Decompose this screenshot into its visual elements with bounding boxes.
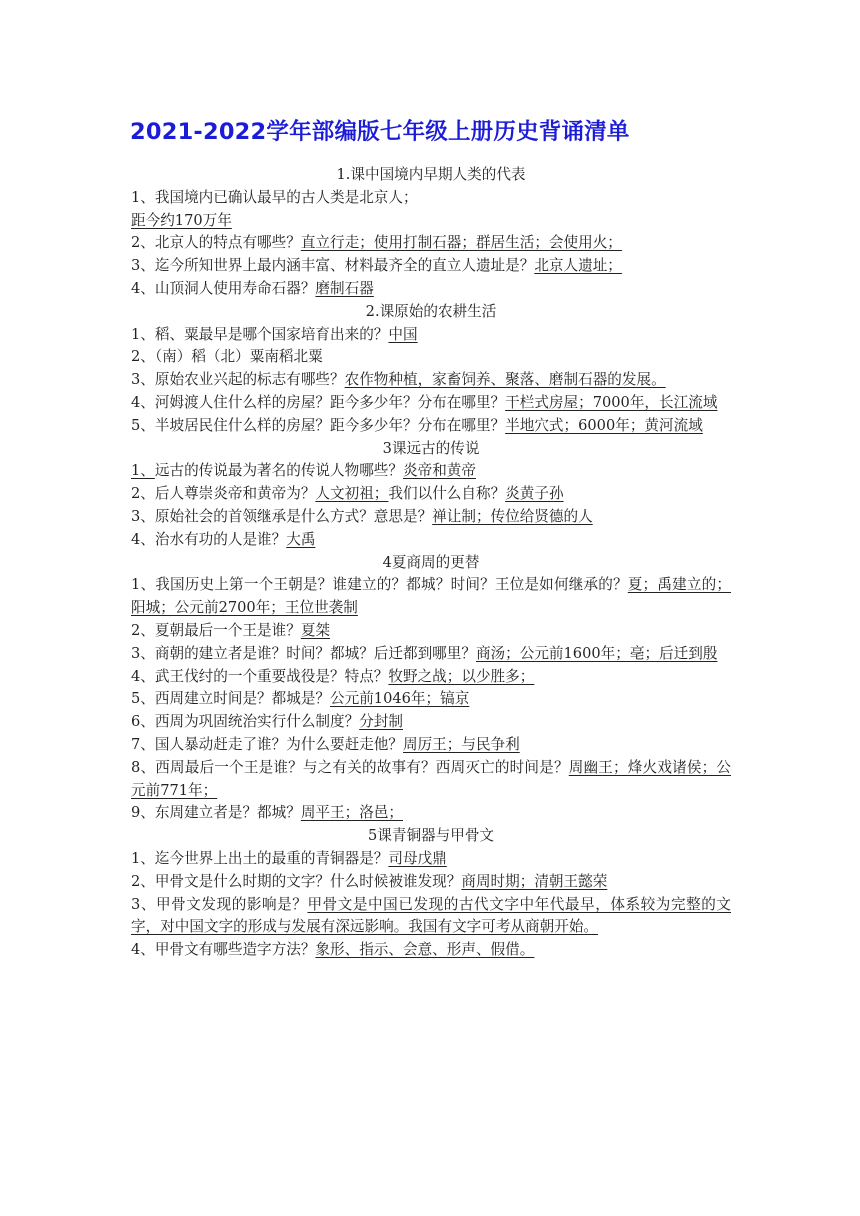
question-text: 1、稻、粟最早是哪个国家培育出来的？: [131, 325, 389, 343]
answer-text: 干栏式房屋；7000年，长江流域: [505, 393, 718, 411]
question-item: [131, 802, 731, 825]
answer-text: 炎帝和黄帝: [403, 462, 476, 480]
question-item: [131, 711, 731, 734]
question-item: [131, 529, 731, 552]
answer-text: 磨制石器: [315, 279, 374, 297]
question-text: 4、武王伐纣的一个重要战役是？特点？: [131, 667, 389, 685]
section-heading: 3课远古的传说: [382, 439, 480, 457]
question-text: 5、半坡居民住什么样的房屋？距今多少年？分布在哪里？: [131, 416, 506, 434]
section-heading: 2.课原始的农耕生活: [365, 302, 497, 320]
answer-text: 公元前1046年；镐京: [330, 690, 470, 708]
question-item: [131, 232, 731, 255]
section-heading: 5课青铜器与甲骨文: [367, 827, 495, 845]
answer-text: 农作物种植，家畜饲养、聚落、磨制石器的发展。: [344, 371, 666, 389]
question-text: 远古的传说最为著名的传说人物哪些？: [154, 462, 403, 480]
answer-text: 周平王；洛邑；: [300, 804, 403, 822]
question-item: [131, 643, 731, 666]
question-text: 7、国人暴动赶走了谁？为什么要赶走他？: [131, 735, 403, 753]
question-item: [131, 346, 731, 369]
question-item: [131, 757, 731, 803]
document-title: 2021-2022学年部编版七年级上册历史背诵清单: [130, 119, 630, 145]
question-text: 3、原始社会的首领继承是什么方式？意思是？: [131, 507, 433, 525]
answer-text: 距今约170万年: [131, 211, 232, 229]
answer-text: 周厉王；与民争利: [402, 735, 520, 753]
question-item: [131, 369, 731, 392]
answer-text: 象形、指示、会意、形声、假借。: [315, 941, 535, 959]
answer-text: 甲骨文是中国已发现的古代文字中年代最早，体系较为完整的文字，对中国文字的形成与发展有深远影响。我国有文字可考从商朝开始。: [131, 895, 731, 936]
question-item: [131, 666, 731, 689]
answer-text: 中国: [388, 325, 418, 343]
question-item: [131, 734, 731, 757]
question-item: [131, 324, 731, 347]
question-text: 4、山顶洞人使用寿命石器？: [131, 279, 316, 297]
question-item: [131, 620, 731, 643]
answer-text: 夏；禹建立的；阳城；公元前2700年；王位世袭制: [131, 576, 731, 617]
answer-text: 商汤；公元前1600年；亳；后迁到殷: [475, 644, 718, 662]
answer-text: 司母戊鼎: [388, 849, 447, 867]
question-text: 2、夏朝最后一个王是谁？: [131, 621, 301, 639]
question-item: [131, 415, 731, 438]
answer-text: 禅让制；传位给贤德的人: [432, 507, 593, 525]
answer-text: 半地穴式；6000年；黄河流域: [505, 416, 703, 434]
question-item: [131, 460, 731, 483]
question-item: [131, 278, 731, 301]
answer-text: 北京人遗址；: [534, 257, 622, 275]
question-item: [131, 894, 731, 940]
document-body: [131, 164, 731, 962]
answer-text: 商周时期；清朝王懿荣: [461, 872, 608, 890]
question-text: 2、北京人的特点有哪些？: [131, 234, 301, 252]
answer-text: 人文初祖；: [315, 485, 389, 503]
question-text: 9、东周建立者是？都城？: [131, 804, 301, 822]
question-text: 2、后人尊崇炎帝和黄帝为？: [131, 485, 316, 503]
section-heading: 1.课中国境内早期人类的代表: [336, 166, 526, 183]
answer-text: 炎黄子孙: [505, 485, 564, 503]
answer-text: 大禹: [286, 530, 316, 548]
question-text: 4、治水有功的人是谁？: [131, 530, 287, 548]
answer-text: 周幽王；烽火戏诸侯；公元前771年；: [131, 758, 731, 799]
question-text: 2、甲骨文是什么时期的文字？什么时候被谁发现？: [131, 872, 462, 890]
question-item: [131, 848, 731, 871]
answer-text: 1、: [131, 462, 155, 480]
question-item: [131, 483, 731, 506]
question-text: 3、甲骨文发现的影响是？: [131, 895, 308, 913]
question-item: [131, 210, 731, 233]
question-item: [131, 506, 731, 529]
answer-text: 直立行走；使用打制石器；群居生活；会使用火；: [300, 234, 622, 252]
section-heading: 4夏商周的更替: [382, 553, 480, 571]
question-text: 我们以什么自称？: [388, 485, 506, 503]
question-item: [131, 255, 731, 278]
answer-text: 牧野之战；以少胜多；: [388, 667, 535, 685]
question-item: [131, 187, 731, 210]
question-text: 1、我国境内已确认最早的古人类是北京人；: [131, 188, 418, 206]
question-item: [131, 939, 731, 962]
question-text: 1、迄今世界上出土的最重的青铜器是？: [131, 849, 389, 867]
question-text: 1、我国历史上第一个王朝是？谁建立的？都城？时间？王位是如何继承的？: [131, 576, 628, 594]
answer-text: 夏桀: [300, 621, 331, 639]
question-item: [131, 392, 731, 415]
question-text: 6、西周为巩固统治实行什么制度？: [131, 713, 360, 731]
question-text: 5、西周建立时间是？都城是？: [131, 690, 331, 708]
question-text: 3、迄今所知世界上最内涵丰富、材料最齐全的直立人遗址是？: [131, 257, 535, 275]
question-text: 4、甲骨文有哪些造字方法？: [131, 941, 316, 959]
question-text: 2、（南）稻（北）粟南稻北粟: [131, 348, 323, 366]
answer-text: 分封制: [359, 713, 403, 731]
question-item: [131, 574, 731, 620]
question-item: [131, 871, 731, 894]
question-text: 3、原始农业兴起的标志有哪些？: [131, 371, 345, 389]
question-text: 3、商朝的建立者是谁？时间？都城？后迁都到哪里？: [131, 644, 476, 662]
question-text: 4、河姆渡人住什么样的房屋？距今多少年？分布在哪里？: [131, 393, 506, 411]
question-item: [131, 688, 731, 711]
question-text: 8、西周最后一个王是谁？与之有关的故事有？西周灭亡的时间是？: [131, 758, 569, 776]
